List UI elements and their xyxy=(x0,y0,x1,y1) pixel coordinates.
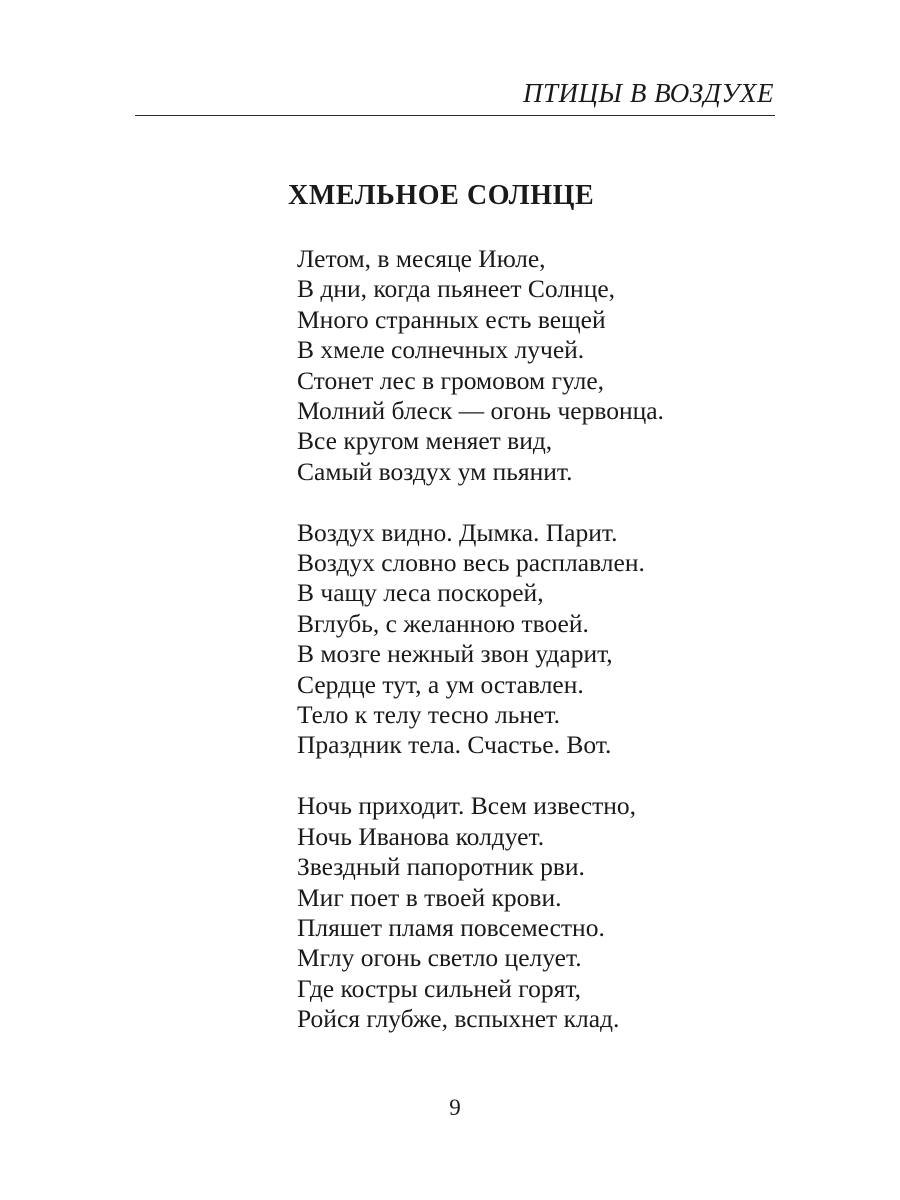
verse-line: Сердце тут, а ум оставлен. xyxy=(297,669,584,699)
verse-line: Воздух видно. Дымка. Парит. xyxy=(297,517,618,547)
verse-line: Все кругом меняет вид, xyxy=(297,426,553,456)
verse-line: Ночь Иванова колдует. xyxy=(297,821,545,851)
verse-line: Молний блеск — огонь червонца. xyxy=(297,396,664,426)
verse-line: Самый воздух ум пьянит. xyxy=(297,456,573,486)
verse-line: Пляшет пламя повсеместно. xyxy=(297,912,605,942)
verse-line: Воздух словно весь расплавлен. xyxy=(297,548,645,578)
verse-line: Тело к телу тесно льнет. xyxy=(297,700,560,730)
stanza-2 xyxy=(297,518,664,761)
header-divider xyxy=(135,115,775,116)
verse-line: Мглу огонь светло целует. xyxy=(297,943,582,973)
stanza-3 xyxy=(297,791,664,1034)
verse-line: В мозге нежный звон ударит, xyxy=(297,639,613,669)
verse-line: Летом, в месяце Июле, xyxy=(297,244,546,273)
verse-line: Много странных есть вещей xyxy=(297,304,606,334)
running-header-title: ПТИЦЫ В ВОЗДУХЕ xyxy=(523,78,774,108)
verse-line: Ройся глубже, вспыхнет клад. xyxy=(297,1004,620,1034)
stanza-1 xyxy=(297,244,664,487)
verse-line: В хмеле солнечных лучей. xyxy=(297,335,585,365)
verse-line: Вглубь, с желанною твоей. xyxy=(297,608,589,638)
page-number: 9 xyxy=(449,1095,461,1120)
verse-line: Где костры сильней горят, xyxy=(297,973,581,1003)
verse-line: Миг поет в твоей крови. xyxy=(297,882,562,912)
verse-line: В дни, когда пьянеет Солнце, xyxy=(297,274,616,304)
poem-body xyxy=(297,244,664,1035)
verse-line: Стонет лес в громовом гуле, xyxy=(297,365,605,395)
poem-title: ХМЕЛЬНОЕ СОЛНЦЕ xyxy=(288,180,595,211)
verse-line: Звездный папоротник рви. xyxy=(297,852,585,882)
verse-line: Ночь приходит. Всем известно, xyxy=(297,791,637,821)
verse-line: В чащу леса поскорей, xyxy=(297,578,544,608)
verse-line: Праздник тела. Счастье. Вот. xyxy=(297,730,612,760)
